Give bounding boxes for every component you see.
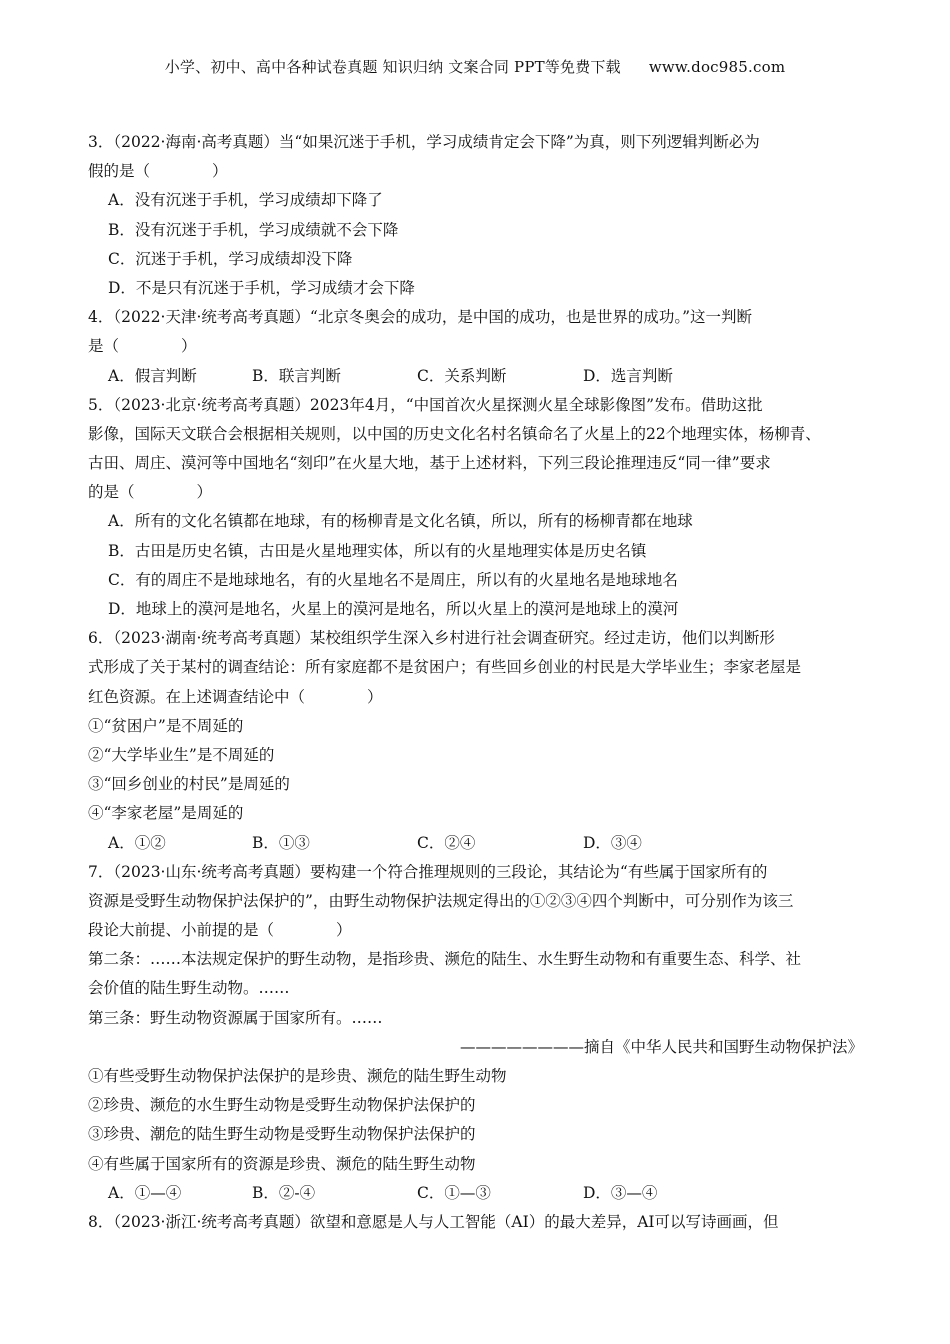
question-4	[88, 303, 863, 391]
option-a: A．假言判断	[108, 366, 197, 385]
option-b: B．①③	[252, 833, 310, 852]
page-header	[0, 56, 950, 77]
options-row	[88, 362, 863, 391]
statement-4: ④有些属于国家所有的资源是珍贵、濒危的陆生野生动物	[88, 1154, 476, 1173]
option-d: D．③—④	[583, 1183, 658, 1202]
question-stem: 3．（2022·海南·高考真题）当“如果沉迷于手机，学习成绩肯定会下降”为真，则下列逻辑判断必为	[88, 133, 760, 151]
question-5	[88, 391, 863, 625]
question-6	[88, 624, 863, 858]
question-stem: 6．（2023·湖南·统考高考真题）某校组织学生深入乡村进行社会调查研究。经过走访，他们以判断形	[88, 629, 775, 648]
option-b: B．②-④	[252, 1183, 316, 1202]
statement-3: ③珍贵、潮危的陆生野生动物是受野生动物保护法保护的	[88, 1125, 476, 1144]
question-stem: 段论大前提、小前提的是（ ）	[88, 921, 352, 940]
question-stem: 资源是受野生动物保护法保护的”，由野生动物保护法规定得出的①②③④四个判断中，可分别作为该三	[88, 891, 794, 910]
option-b: B．古田是历史名镇，古田是火星地理实体，所以有的火星地理实体是历史名镇	[108, 541, 647, 560]
law-excerpt: 第二条：……本法规定保护的野生动物，是指珍贵、濒危的陆生、水生野生动物和有重要生态、科学、社	[88, 950, 802, 969]
question-stem: 式形成了关于某村的调查结论：所有家庭都不是贫困户；有些回乡创业的村民是大学毕业生；李家老屋是	[88, 658, 802, 677]
options-row	[88, 1179, 863, 1208]
question-stem: 假的是（ ）	[88, 162, 228, 181]
question-stem: 的是（ ）	[88, 483, 213, 502]
question-stem: 是（ ）	[88, 337, 197, 356]
question-stem: 4．（2022·天津·统考高考真题）“北京冬奥会的成功，是中国的成功，也是世界的成功。”这一判断	[88, 308, 753, 327]
option-d: D．③④	[583, 833, 642, 852]
statement-1: ①“贫困户”是不周延的	[88, 716, 244, 735]
option-c: C．②④	[417, 833, 476, 852]
law-excerpt: 第三条：野生动物资源属于国家所有。……	[88, 1008, 383, 1027]
options-row	[88, 829, 863, 858]
question-stem: 8．（2023·浙江·统考高考真题）欲望和意愿是人与人工智能（AI）的最大差异，AI可以写诗画画，但	[88, 1212, 779, 1231]
header-text: 小学、初中、高中各种试卷真题 知识归纳 文案合同 PPT等免费下载	[164, 58, 621, 76]
option-c: C．①—③	[417, 1183, 491, 1202]
question-stem: 7．（2023·山东·统考高考真题）要构建一个符合推理规则的三段论，其结论为“有些属于国家所有的	[88, 862, 768, 881]
option-a: A．所有的文化名镇都在地球，有的杨柳青是文化名镇，所以，所有的杨柳青都在地球	[108, 512, 693, 531]
option-c: C．有的周庄不是地球地名，有的火星地名不是周庄，所以有的火星地名是地球地名	[108, 570, 678, 589]
option-d: D．选言判断	[583, 366, 673, 385]
statement-2: ②珍贵、濒危的水生野生动物是受野生动物保护法保护的	[88, 1096, 476, 1115]
statement-4: ④“李家老屋”是周延的	[88, 804, 244, 823]
question-list	[88, 128, 863, 1237]
question-stem: 古田、周庄、漠河等中国地名“刻印”在火星大地，基于上述材料，下列三段论推理违反“同一律”要求	[88, 454, 771, 473]
question-stem: 5．（2023·北京·统考高考真题）2023年4月，“中国首次火星探测火星全球影像图”发布。借助这批	[88, 395, 763, 414]
law-excerpt: 会价值的陆生野生动物。……	[88, 979, 290, 998]
option-c: C．关系判断	[417, 366, 507, 385]
header-url[interactable]: www.doc985.com	[648, 58, 786, 76]
option-a: A．①—④	[108, 1183, 182, 1202]
option-a: A．没有沉迷于手机，学习成绩却下降了	[108, 191, 383, 210]
question-stem: 红色资源。在上述调查结论中（ ）	[88, 687, 383, 706]
option-a: A．①②	[108, 833, 166, 852]
option-b: B．联言判断	[252, 366, 341, 385]
statement-1: ①有些受野生动物保护法保护的是珍贵、濒危的陆生野生动物	[88, 1067, 507, 1085]
option-c: C．沉迷于手机，学习成绩却没下降	[108, 249, 353, 268]
statement-3: ③“回乡创业的村民”是周延的	[88, 775, 290, 794]
option-b: B．没有沉迷于手机，学习成绩就不会下降	[108, 220, 399, 239]
question-8	[88, 1208, 863, 1237]
option-d: D．地球上的漠河是地名，火星上的漠河是地名，所以火星上的漠河是地球上的漠河	[108, 600, 679, 618]
excerpt-source: ————————摘自《中华人民共和国野生动物保护法》	[459, 1037, 863, 1056]
question-3	[88, 128, 863, 303]
statement-2: ②“大学毕业生”是不周延的	[88, 745, 275, 764]
question-stem: 影像，国际天文联合会根据相关规则，以中国的历史文化名村名镇命名了火星上的22个地理实体，杨柳青、	[88, 424, 821, 443]
question-7	[88, 858, 863, 1208]
option-d: D．不是只有沉迷于手机，学习成绩才会下降	[108, 278, 415, 297]
